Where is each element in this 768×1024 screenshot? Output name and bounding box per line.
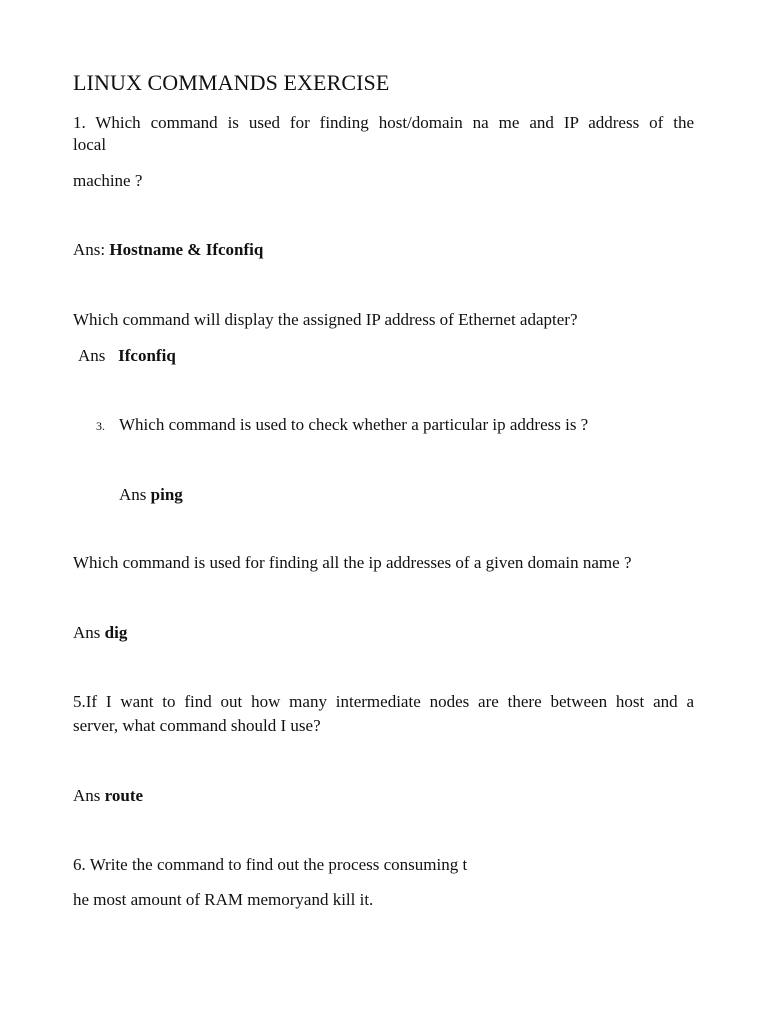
answer-1 (73, 240, 263, 260)
question-1-line-2: local (73, 135, 107, 154)
question-5-line-2: server, what command should I use? (73, 716, 321, 735)
question-4: Which command is used for finding all the ip addresses of a given domain name ? (73, 553, 632, 572)
answer-4-prefix: Ans (73, 623, 101, 642)
answer-1-value: Hostname & Ifconfiq (109, 240, 264, 259)
question-1-line-1: 1. Which command is used for finding host/domain na me and IP address of the (73, 113, 694, 132)
answer-4 (73, 623, 127, 643)
question-1-line-3: machine ? (73, 171, 143, 190)
question-3-number: 3. (96, 419, 105, 433)
question-6-line-2: he most amount of RAM memoryand kill it. (73, 890, 374, 909)
question-2: Which command will display the assigned IP address of Ethernet adapter? (73, 310, 578, 329)
answer-3 (119, 485, 183, 505)
answer-4-value: dig (104, 623, 128, 642)
answer-2 (78, 346, 176, 366)
answer-5 (73, 786, 143, 806)
answer-5-value: route (104, 786, 144, 805)
question-3: Which command is used to check whether a particular ip address is ? (119, 415, 589, 434)
answer-5-prefix: Ans (73, 786, 101, 805)
answer-3-prefix: Ans (119, 485, 147, 504)
question-6-line-1: 6. Write the command to find out the process consuming t (73, 855, 468, 874)
answer-1-prefix: Ans: (73, 240, 106, 259)
answer-2-prefix: Ans (78, 346, 106, 365)
answer-3-value: ping (150, 485, 183, 504)
page-title: LINUX COMMANDS EXERCISE (73, 70, 390, 95)
answer-2-value: Ifconfiq (118, 346, 176, 365)
question-5-line-1: 5.If I want to find out how many intermediate nodes are there between host and a (73, 692, 694, 711)
